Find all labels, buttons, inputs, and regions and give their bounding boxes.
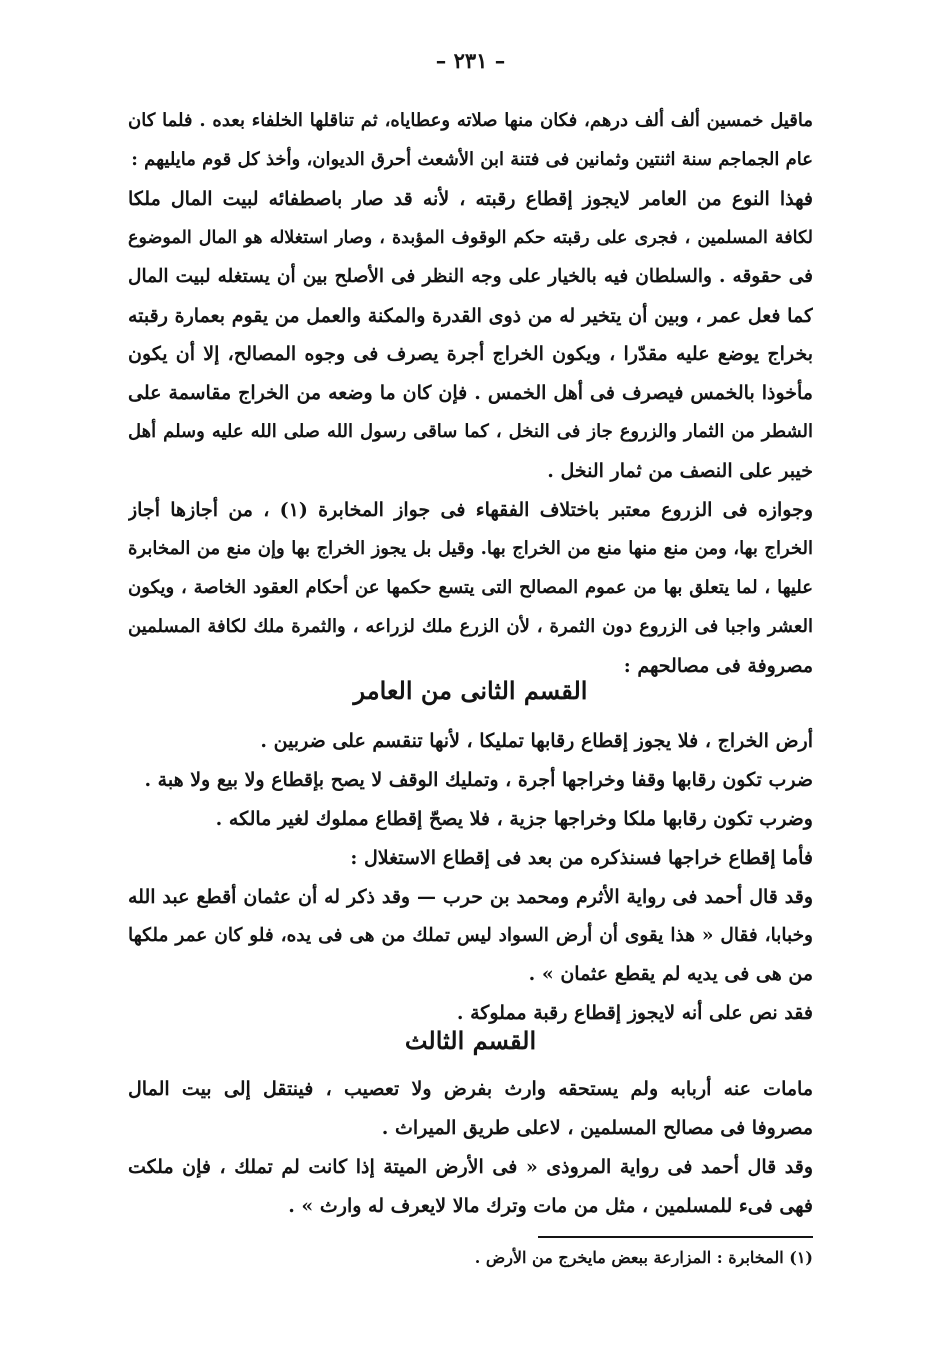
- text-line: فى حقوقه . والسلطان فيه بالخيار على وجه النظر فى الأصلح بين أن يستغله لبيت المال: [128, 265, 813, 287]
- text-line: عليها ، لما يتعلق بها من عموم المصالح التى يتسع حكمها عن أحكام العقود الخاصة ، ويكون: [128, 576, 813, 598]
- text-line: فهذا النوع من العامر لايجوز إقطاع رقبته ، لأنه قد صار باصطفائه لبيت المال ملكا: [128, 187, 813, 210]
- text-line: ضرب تكون رقابها وقفا وخراجها أجرة ، وتمليك الوقف لا يصح بإقطاع ولا بيع ولا هبة .: [144, 768, 813, 791]
- footnote: (١) المخابرة : المزارعة ببعض مايخرج من الأرض .: [474, 1248, 813, 1267]
- text-line: فهى فىء للمسلمين ، مثل من مات وترك مالا لايعرف له وارث » .: [288, 1194, 813, 1217]
- section-heading-second-part: القسم الثانى من العامر: [353, 676, 588, 705]
- text-line: مصروفا فى مصالح المسلمين ، لاعلى طريق الميراث .: [381, 1116, 813, 1139]
- text-line: وضرب تكون رقابها ملكا وخراجها جزية ، فلا يصحّ إقطاع مملوك لغير مالكه .: [215, 807, 813, 830]
- text-line: وخبابا، فقال « هذا يقوى أن أرض السواد ليس تملك من هى فى يده، فلو كان عمر ملكها: [128, 924, 813, 946]
- text-line: العشر واجبا فى الزروع دون الثمرة ، لأن الزرع ملك لزراعه ، والثمرة ملك لكافة المسلمين: [128, 615, 813, 637]
- body-text-section-3: [128, 1070, 813, 1226]
- text-line: فقد نص على أنه لايجوز إقطاع رقبة مملوكة .: [456, 1002, 813, 1025]
- section-heading-third-part: القسم الثالث: [404, 1026, 537, 1055]
- text-line: الشطر من الثمار والزروع جاز فى النخل ، كما ساقى رسول الله صلى الله عليه وسلم أهل: [128, 421, 813, 443]
- text-line: مصروفة فى مصالحهم :: [623, 654, 813, 677]
- text-line: مامات عنه أربابه ولم يستحقه وارث بفرض ولا تعصيب ، فينتقل إلى بيت المال: [128, 1078, 813, 1100]
- text-line: فأما إقطاع خراجها فسنذكره من بعد فى إقطاع الاستغلال :: [350, 846, 813, 869]
- text-line: لكافة المسلمين ، فجرى على رقبته حكم الوقوف المؤبدة ، وصار استغلاله هو المال الموضوع: [128, 227, 813, 248]
- text-line: من هى فى يديه لم يقطع عثمان » .: [528, 963, 813, 986]
- text-line: وقد قال أحمد فى رواية الأثرم ومحمد بن حرب — وقد ذكر له أن عثمان أقطع عبد الله: [128, 885, 813, 908]
- text-line: كما فعل عمر ، وبين أن يتخير له من ذوى القدرة والمكنة والعمل من يقوم بعمارة رقبته: [128, 304, 813, 327]
- text-line: بخراج يوضع عليه مقدّرا ، ويكون الخراج أجرة يصرف فى وجوه المصالح، إلا أن يكون: [128, 343, 813, 366]
- text-line: خيبر على النصف من ثمار النخل .: [547, 460, 813, 483]
- text-line: أرض الخراج ، فلا يجوز إقطاع رقابها تمليكا ، لأنها تنقسم على ضربين .: [260, 730, 813, 752]
- body-text-section-2: [128, 722, 813, 1033]
- text-line: وقد قال أحمد فى رواية المروذى « فى الأرض الميتة إذا كانت لم تملك ، فإن ملكت: [128, 1155, 813, 1178]
- text-line: عام الجماجم سنة اثنتين وثمانين فى فتنة ابن الأشعث أحرق الديوان، وأخذ كل قوم مايليهم :: [131, 148, 813, 170]
- text-line: مأخوذا بالخمس فيصرف فى أهل الخمس . فإن كان ما وضعه من الخراج مقاسمة على: [128, 382, 813, 405]
- text-line: وجوازه فى الزروع معتبر باختلاف الفقهاء فى جواز المخابرة (١) ، من أجازها أجاز: [128, 499, 813, 522]
- body-text-section-1: [128, 102, 813, 686]
- text-line: الخراج بها، ومن منع منها منع من الخراج بها. وقيل بل يجوز الخراج بها وإن منع من المخابرة: [128, 537, 813, 559]
- text-line: ماقيل خمسين ألف ألف درهم، فكان منها صلاته وعطاياه، ثم تناقلها الخلفاء بعده . فلما كان: [128, 110, 813, 131]
- footnote-divider: [538, 1236, 813, 1238]
- page-number: – ٢٣١ –: [435, 48, 506, 73]
